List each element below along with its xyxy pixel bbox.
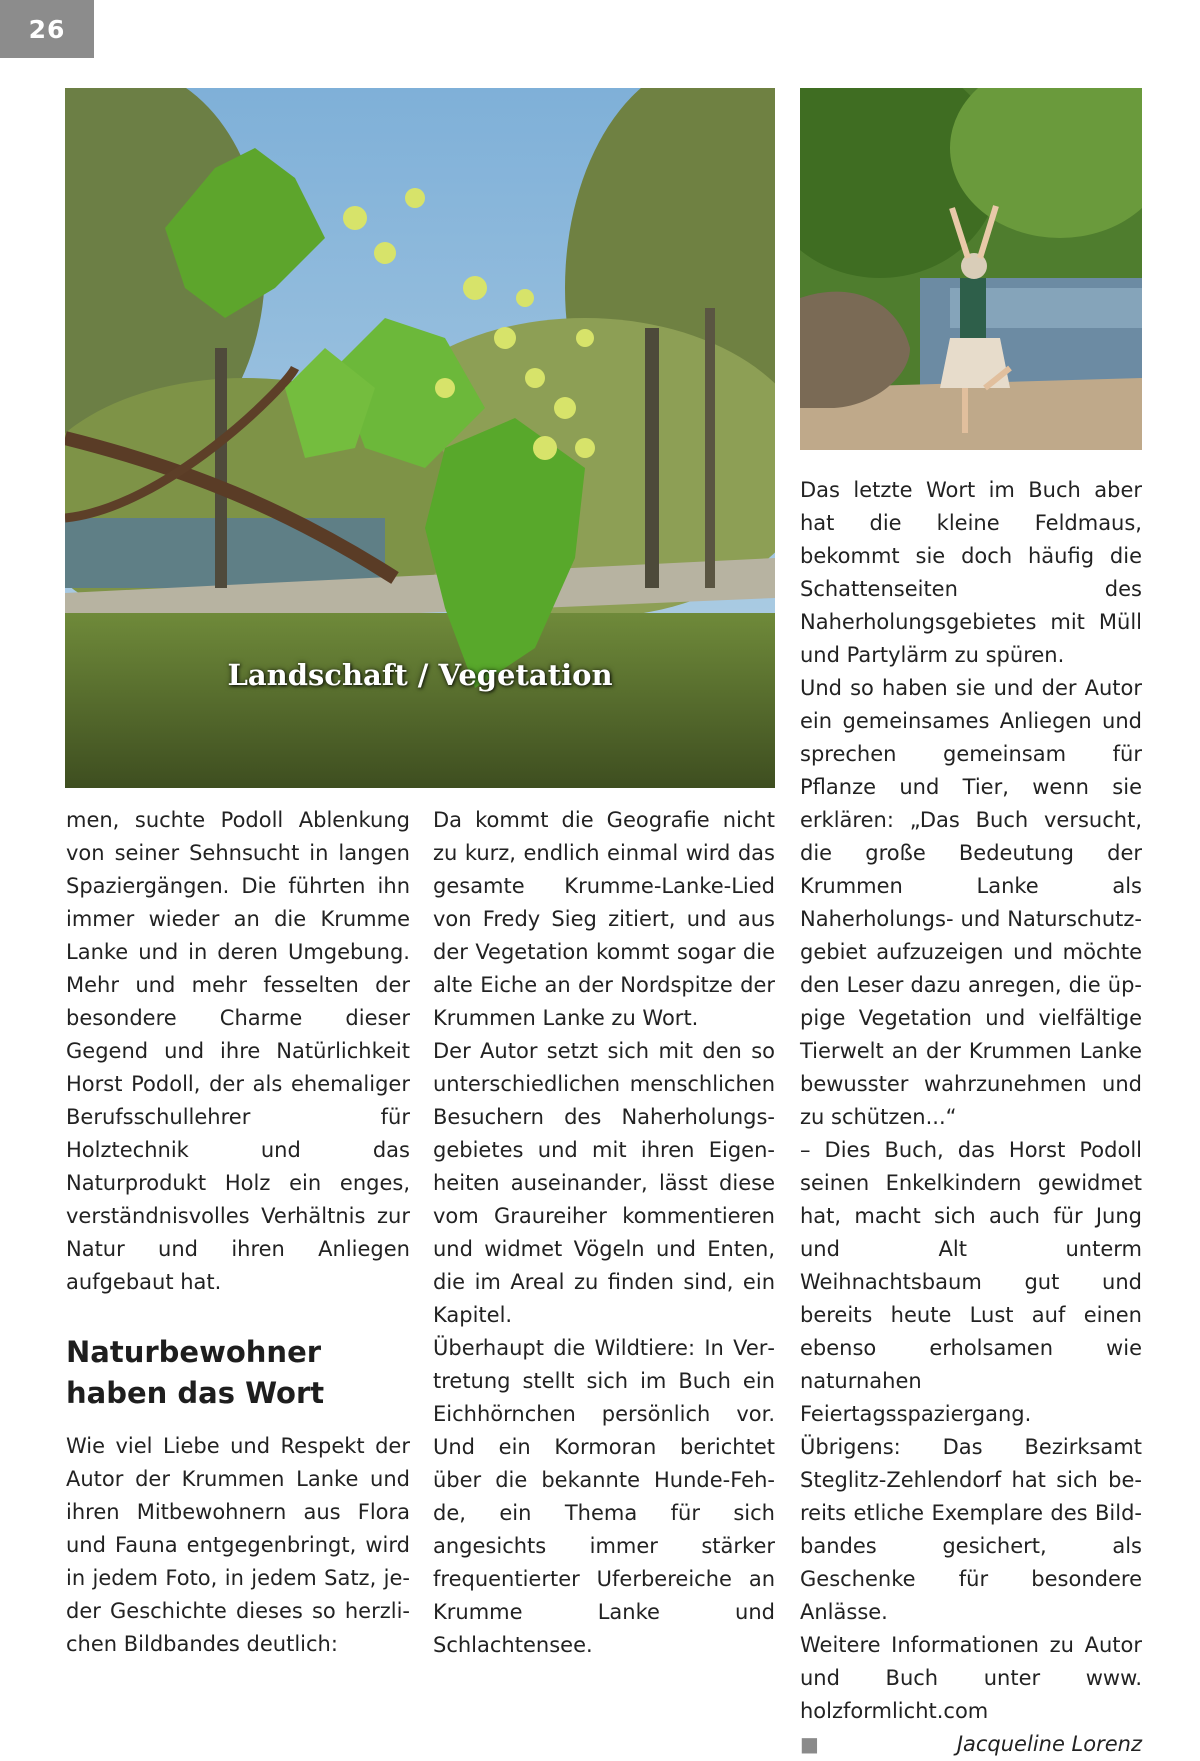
page-number: 26 xyxy=(0,0,94,58)
end-mark-icon: ■ xyxy=(800,1732,819,1756)
paragraph: Und so haben sie und der Autor ein gemeinsames Anliegen und sprechen gemeinsam für Pflanze und Tier, wenn sie erklären: „Das Buch versucht, die große Bedeutung der Krummen Lanke als Naherholungs- und Naturschutzgebiet aufzuzeigen und möchte den Leser dazu anregen, die üppige Vegetation und vielfältige Tierwelt an der Krummen Lanke bewusster wahrzunehmen und zu schützen...“ xyxy=(800,676,1142,1129)
paragraph: men, suchte Podoll Ablenkung von seiner Sehnsucht in langen Spaziergängen. Die führten ihn immer wieder an die Krumme Lanke und in deren Umgebung. Mehr und mehr fesselten der besondere Charme dieser Gegend und ihre Natürlichkeit Horst Podoll, der als ehemaliger Berufsschullehrer für Holztechnik und das Naturprodukt Holz ein enges, verständnisvolles Verhältnis zur Natur und ihren Anliegen aufgebaut hat. xyxy=(66,808,410,1294)
photo-woman-yoga xyxy=(800,88,1142,450)
woman-yoga-illustration xyxy=(800,88,1142,450)
paragraph: Überhaupt die Wildtiere: In Vertretung stellt sich im Buch ein Eichhörnchen persönlich vor. Und ein Kormoran berichtet über die bekannte Hunde-Fehde, ein Thema für sich angesichts immer stärker frequentierter Uferbereiche an Krumme Lanke und Schlachtensee. xyxy=(433,1336,775,1657)
paragraph: Das letzte Wort im Buch aber hat die kleine Feldmaus, bekommt sie doch häufig die Schattenseiten des Naherholungsgebietes mit Müll und Partylärm zu spüren. xyxy=(800,478,1142,667)
section-heading: Naturbewohner haben das Wort xyxy=(66,1335,325,1410)
paragraph: Wie viel Liebe und Respekt der Autor der Krummen Lanke und ihren Mitbewohnern aus Flora und Fauna entgegenbringt, wird in jedem Foto, in jedem Satz, jeder Geschichte dieses so herzlichen Bildbandes deutlich: xyxy=(66,1434,410,1656)
paragraph: Übrigens: Das Bezirksamt Steglitz-Zehlendorf hat sich bereits etliche Exemplare des Bildbandes gesichert, als Geschenke für besondere Anlässe. xyxy=(800,1435,1142,1624)
paragraph: Der Autor setzt sich mit den so unterschiedlichen menschlichen Besuchern des Naherholungsgebietes und mit ihren Eigenheiten auseinander, lässt diese vom Graureiher kommentieren und widmet Vögeln und Enten, die im Areal zu finden sind, ein Kapitel. xyxy=(433,1039,775,1327)
text-column-3 xyxy=(800,474,1142,1761)
info-link-text: Weitere Informationen zu Autor und Buch unter www. holzformlicht.com xyxy=(800,1633,1142,1723)
text-column-1 xyxy=(66,804,410,1661)
photo-maple-branch xyxy=(65,88,775,788)
paragraph: Da kommt die Geografie nicht zu kurz, endlich einmal wird das gesamte Krumme-Lanke-Lied von Fredy Sieg zitiert, und aus der Vegetation kommt sogar die alte Eiche an der Nordspitze der Krummen Lanke zu Wort. xyxy=(433,808,775,1030)
author-name: Jacqueline Lorenz xyxy=(956,1732,1142,1756)
closing-line xyxy=(800,1629,1142,1728)
photo-caption: Landschaft / Vegetation xyxy=(227,658,613,692)
text-column-2 xyxy=(433,804,775,1662)
paragraph: – Dies Buch, das Horst Podoll seinen Enkelkindern gewidmet hat, macht sich auch für Jung und Alt unterm Weihnachtsbaum gut und bereits heute Lust auf einen ebenso erholsamen wie naturnahen Feiertagsspaziergang. xyxy=(800,1138,1142,1426)
author-line xyxy=(800,1728,1142,1761)
